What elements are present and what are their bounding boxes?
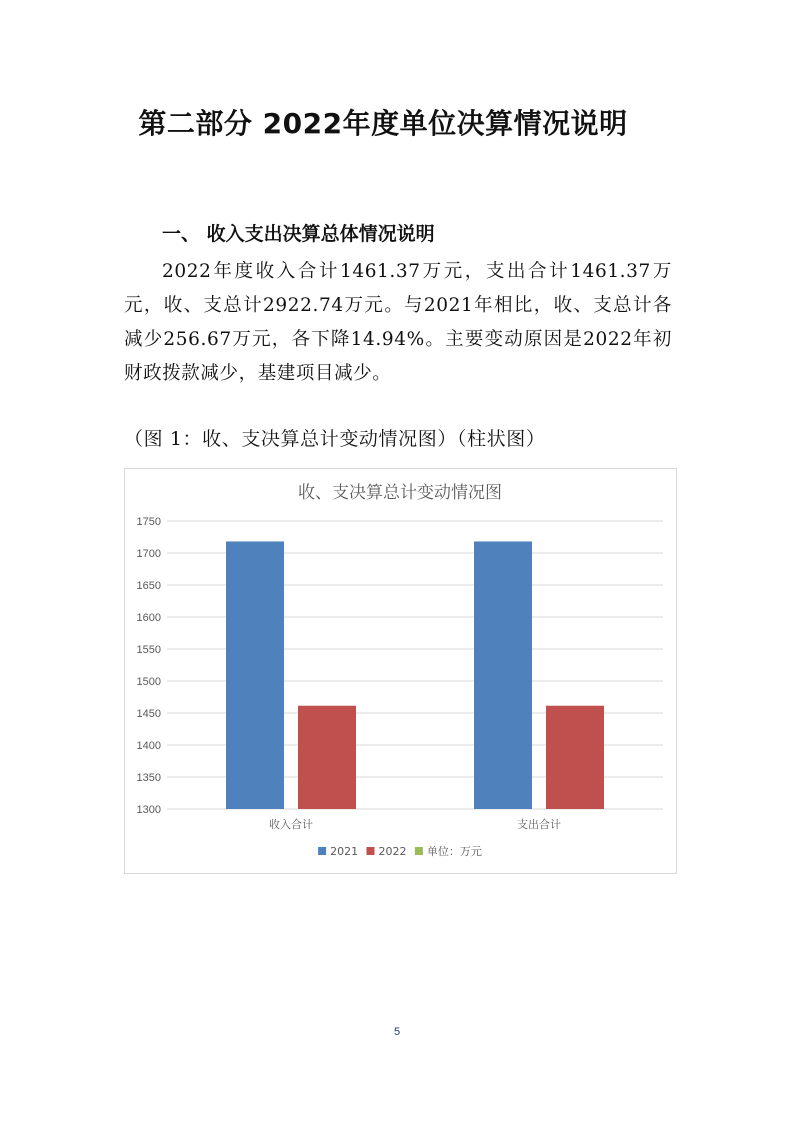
- y-tick-label: 1700: [136, 548, 161, 560]
- bar-2022-1: [298, 706, 356, 809]
- y-tick-label: 1400: [136, 740, 161, 752]
- section-heading: 一、 收入支出决算总体情况说明: [162, 223, 435, 245]
- bar-chart-svg: [125, 469, 676, 873]
- chart-title: 收、支决算总计变动情况图: [298, 483, 502, 503]
- legend-label: 2021: [330, 845, 359, 858]
- x-axis-labels: [269, 817, 561, 831]
- y-tick-label: 1550: [136, 644, 161, 656]
- chart-bars: [226, 541, 604, 809]
- figure-caption: （图 1：收、支决算总计变动情况图）（柱状图）: [124, 428, 546, 450]
- bar-chart: [124, 468, 677, 874]
- page-number: 5: [393, 1026, 401, 1038]
- body-paragraph: 2022年度收入合计1461.37万元，支出合计1461.37万元，收、支总计2922.74万元。与2021年相比，收、支总计各减少256.67万元，各下降14.94%。主要变动原因是2022年初财政拨款减少，基建项目减少。: [124, 261, 672, 384]
- y-tick-label: 1600: [136, 612, 161, 624]
- chart-legend: [318, 845, 482, 858]
- bar-2021-1: [226, 541, 284, 809]
- x-category-label: 收入合计: [269, 818, 313, 831]
- y-tick-label: 1300: [136, 804, 161, 816]
- x-category-label: 支出合计: [517, 818, 561, 831]
- legend-label: 单位：万元: [426, 845, 482, 858]
- y-tick-label: 1650: [136, 580, 161, 592]
- bar-2022-2: [546, 706, 604, 809]
- legend-label: 2022: [378, 845, 407, 858]
- page-title: 第二部分 2022年度单位决算情况说明: [138, 107, 628, 140]
- legend-swatch: [367, 847, 375, 855]
- legend-swatch: [415, 847, 423, 855]
- legend-swatch: [318, 847, 326, 855]
- y-tick-label: 1350: [136, 772, 161, 784]
- y-tick-label: 1450: [136, 708, 161, 720]
- y-tick-label: 1750: [136, 516, 161, 528]
- bar-2021-2: [474, 541, 532, 809]
- y-tick-label: 1500: [136, 676, 161, 688]
- y-axis-ticks: [137, 516, 161, 816]
